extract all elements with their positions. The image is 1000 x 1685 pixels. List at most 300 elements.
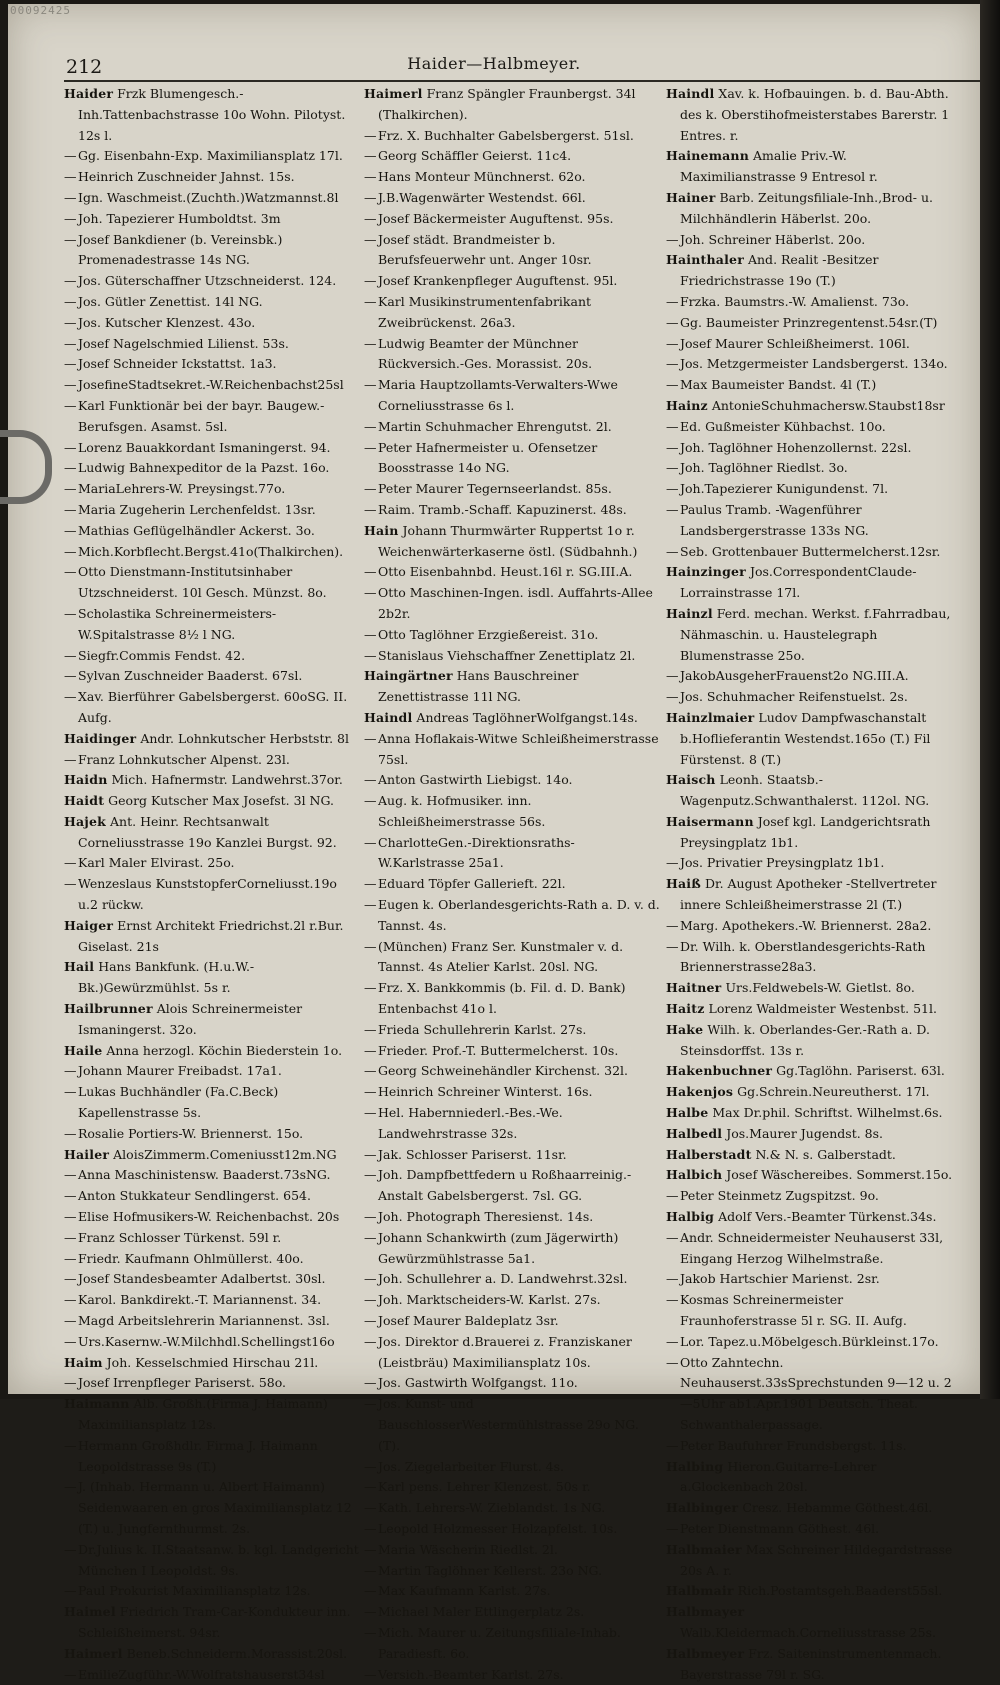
entry-details: J.B.Wagenwärter Westendst. 66l. (378, 189, 586, 205)
directory-entry (666, 770, 962, 812)
entry-details: Jos. Schuhmacher Reifenstuelst. 2s. (680, 689, 908, 705)
repeat-dash: — (364, 1666, 377, 1682)
entry-details: MariaLehrers-W. Preysingst.77o. (78, 481, 286, 497)
directory-entry (64, 146, 360, 167)
entry-details: Frz. X. Bankkommis (b. Fil. d. D. Bank) Entenbachst 41o l. (378, 980, 626, 1017)
entry-details: Sylvan Zuschneider Baaderst. 67sl. (78, 668, 303, 684)
entry-details: Marg. Apothekers.-W. Briennerst. 28a2. (680, 917, 932, 933)
directory-entry (364, 1498, 660, 1519)
directory-entry (64, 1477, 360, 1539)
entry-details: Josef Krankenpfleger Auguftenst. 95l. (378, 273, 618, 289)
entry-surname: Hajek (64, 813, 107, 829)
directory-entry (64, 1353, 360, 1374)
directory-entry (64, 666, 360, 687)
directory-entry (666, 396, 962, 417)
repeat-dash: — (64, 605, 77, 621)
entry-details: Leonh. Staatsb.-Wagenputz.Schwanthalerst. 112ol. NG. (680, 772, 930, 809)
entry-details: Johann Maurer Freibadst. 17a1. (78, 1063, 282, 1079)
repeat-dash: — (64, 314, 77, 330)
directory-entry (666, 1457, 962, 1499)
directory-entry (364, 188, 660, 209)
directory-entry (364, 1207, 660, 1228)
directory-entry (64, 271, 360, 292)
entry-details: Hans Bauschreiner Zenettistrasse 11l NG. (378, 668, 579, 705)
repeat-dash: — (64, 148, 77, 164)
repeat-dash: — (666, 1437, 679, 1453)
directory-entry (364, 521, 660, 563)
directory-entry (666, 188, 962, 230)
entry-details: Joh. Schreiner Häberlst. 20o. (680, 231, 866, 247)
directory-entry (666, 999, 962, 1020)
entry-surname: Haiger (64, 917, 114, 933)
repeat-dash: — (666, 1292, 679, 1308)
directory-entry (64, 853, 360, 874)
directory-entry (364, 167, 660, 188)
entry-details: Ludwig Bahnexpeditor de la Pazst. 16o. (78, 460, 330, 476)
directory-entry (64, 1207, 360, 1228)
directory-entry (64, 396, 360, 438)
entry-surname: Haisermann (666, 813, 754, 829)
directory-entry (64, 687, 360, 729)
entry-surname: Hailer (64, 1146, 110, 1162)
entry-details: Gg.Schrein.Neureutherst. 17l. (737, 1084, 930, 1100)
directory-entry (64, 1165, 360, 1186)
entry-details: (München) Franz Ser. Kunstmaler v. d. Tannst. 4s Atelier Karlst. 20sl. NG. (378, 938, 624, 975)
repeat-dash: — (64, 356, 77, 372)
entry-details: Scholastika Schreinermeisters-W.Spitalstrasse 8½ l NG. (78, 605, 277, 642)
entry-details: Xav. k. Hofbauingen. b. d. Bau-Abth. des k. Oberstihofmeisterstabes Barerstr. 1 Entres. r. (680, 86, 950, 143)
directory-entry (64, 812, 360, 854)
entry-details: Eduard Töpfer Gallerieft. 22l. (378, 876, 566, 892)
directory-entry (666, 1519, 962, 1540)
repeat-dash: — (364, 1021, 377, 1037)
entry-details: Frieder. Prof.-T. Buttermelcherst. 10s. (378, 1042, 619, 1058)
entry-details: Jos. Gastwirth Wolfgangst. 11o. (378, 1375, 578, 1391)
directory-entry (64, 1602, 360, 1644)
entry-details: Jos. Direktor d.Brauerei z. Franziskaner (Leistbräu) Maximiliansplatz 10s. (378, 1333, 632, 1370)
repeat-dash: — (364, 1313, 377, 1329)
directory-entry (64, 1332, 360, 1353)
entry-surname: Hailbrunner (64, 1001, 153, 1017)
entry-details: Martin Taglöhner Kellerst. 23o NG. (378, 1562, 603, 1578)
repeat-dash: — (666, 1188, 679, 1204)
entry-surname: Haiß (666, 876, 701, 892)
repeat-dash: — (364, 1271, 377, 1287)
directory-entry (364, 146, 660, 167)
entry-details: Leopold Holzmesser Holzapfelst. 10s. (378, 1520, 618, 1536)
entry-details: Hieron.Guitarre-Lehrer a.Glockenbach 20sl. (680, 1458, 877, 1495)
repeat-dash: — (64, 564, 77, 580)
entry-details: Dr. August Apotheker -Stellvertreter innere Schleißheimerstrasse 2l (T.) (680, 876, 937, 913)
repeat-dash: — (64, 1375, 77, 1391)
entry-details: Otto Dienstmann-Institutsinhaber Utzschneiderst. 10l Gesch. Münzst. 8o. (78, 564, 327, 601)
entry-details: Josef städt. Brandmeister b. Berufsfeuerwehr unt. Anger 10sr. (378, 231, 592, 268)
repeat-dash: — (64, 460, 77, 476)
directory-entry (364, 1602, 660, 1623)
entry-surname: Halbe (666, 1105, 709, 1121)
repeat-dash: — (364, 834, 377, 850)
repeat-dash: — (64, 1541, 77, 1557)
entry-details: Urs.Kasernw.-W.Milchhdl.Schellingst16o (78, 1333, 335, 1349)
directory-entry (64, 1061, 360, 1082)
directory-entry (64, 230, 360, 272)
directory-entry (666, 666, 962, 687)
column-1 (64, 84, 360, 1685)
directory-entry (64, 521, 360, 542)
entry-details: Franz Schlosser Türkenst. 59l r. (78, 1229, 282, 1245)
directory-entry (364, 1165, 660, 1207)
entry-details: Seb. Grottenbauer Buttermelcherst.12sr. (680, 543, 941, 559)
entry-surname: Haimel (64, 1604, 116, 1620)
repeat-dash: — (666, 1229, 679, 1245)
directory-entry (364, 646, 660, 667)
directory-entry (364, 770, 660, 791)
repeat-dash: — (364, 231, 377, 247)
directory-entry (64, 458, 360, 479)
repeat-dash: — (364, 1063, 377, 1079)
repeat-dash: — (364, 1042, 377, 1058)
entry-details: Jos. Metzgermeister Landsbergerst. 134o. (680, 356, 948, 372)
entry-details: Lukas Buchhändler (Fa.C.Beck) Kapellenstrasse 5s. (78, 1084, 279, 1121)
directory-entry (666, 812, 962, 854)
entry-surname: Halbinger (666, 1500, 739, 1516)
repeat-dash: — (364, 730, 377, 746)
entry-surname: Hainzlmaier (666, 709, 755, 725)
repeat-dash: — (364, 772, 377, 788)
directory-entry (64, 791, 360, 812)
entry-details: Siegfr.Commis Fendst. 42. (78, 647, 246, 663)
entry-details: Jak. Schlosser Pariserst. 11sr. (378, 1146, 567, 1162)
entry-details: Andreas TaglöhnerWolfgangst.14s. (416, 709, 638, 725)
entry-details: Andr. Schneidermeister Neuhauserst 33l, Eingang Herzog Wilhelmstraße. (680, 1229, 944, 1266)
entry-details: Dr.Julius k. II.Staatsanw. b. kgl. Landgericht München I Leopoldst. 9s. (78, 1541, 359, 1578)
entry-details: Martin Schuhmacher Ehrengutst. 2l. (378, 418, 612, 434)
repeat-dash: — (666, 1354, 679, 1370)
directory-entry (364, 1373, 660, 1394)
directory-entry (364, 937, 660, 979)
directory-entry (64, 1290, 360, 1311)
directory-entry (364, 625, 660, 646)
entry-details: Elise Hofmusikers-W. Reichenbachst. 20s (78, 1209, 340, 1225)
entry-details: Walb.Kleidermach.Corneliusstrasse 25s. (680, 1624, 936, 1640)
directory-entry (666, 1103, 962, 1124)
directory-entry (666, 1207, 962, 1228)
entry-details: Josef Nagelschmied Lilienst. 53s. (78, 335, 289, 351)
header-rule (64, 80, 982, 82)
repeat-dash: — (364, 1500, 377, 1516)
directory-entry (666, 937, 962, 979)
entry-details: JosefineStadtsekret.-W.Reichenbachst25sl (78, 377, 344, 393)
directory-entry (666, 853, 962, 874)
entry-details: Joh. Dampfbettfedern u Roßhaarreinig.-Anstalt Gabelsbergerst. 7sl. GG. (378, 1167, 632, 1204)
directory-entry (666, 1540, 962, 1582)
entry-details: Ant. Heinr. Rechtsanwalt Corneliusstrasse 19o Kanzlei Burgst. 92. (78, 813, 337, 850)
directory-entry (64, 1082, 360, 1124)
entry-details: Hel. Habernniederl.-Bes.-We. Landwehrstrasse 32s. (378, 1105, 563, 1141)
entry-details: Peter Steinmetz Zugspitzst. 9o. (680, 1188, 879, 1204)
directory-entry (364, 334, 660, 376)
directory-entry (364, 833, 660, 875)
entry-details: Max Kaufmann Karlst. 27s. (378, 1583, 551, 1599)
repeat-dash: — (364, 148, 377, 164)
entry-details: Cresz. Hebamme Göthest.46l. (742, 1500, 933, 1516)
entry-details: Jos. Privatier Preysingplatz 1b1. (680, 855, 885, 871)
repeat-dash: — (364, 1562, 377, 1578)
repeat-dash: — (364, 439, 377, 455)
repeat-dash: — (64, 189, 77, 205)
entry-details: J. (Inhab. Hermann u. Albert Haimann) Seidenwaaren en gros Maximiliansplatz 12 (T.) u. Jungfernthurmst. 2s. (78, 1479, 352, 1536)
repeat-dash: — (364, 210, 377, 226)
entry-surname: Haindl (666, 86, 715, 101)
entry-details: Max Dr.phil. Schriftst. Wilhelmst.6s. (712, 1105, 943, 1121)
entry-surname: Hake (666, 1021, 704, 1037)
repeat-dash: — (64, 1437, 77, 1453)
entry-surname: Halbig (666, 1209, 715, 1225)
entry-details: Mich. Hafnermstr. Landwehrst.37or. (111, 772, 343, 788)
directory-entry (666, 978, 962, 999)
directory-entry (64, 1186, 360, 1207)
entry-details: Joh. Kesselschmied Hirschau 21l. (106, 1354, 319, 1370)
directory-entry (364, 438, 660, 480)
entry-details: Josef Maurer Baldeplatz 3sr. (378, 1313, 559, 1329)
repeat-dash: — (64, 231, 77, 247)
repeat-dash: — (364, 481, 377, 497)
repeat-dash: — (666, 377, 679, 393)
repeat-dash: — (364, 1458, 377, 1474)
directory-entry (364, 479, 660, 500)
archive-stamp: 00092425 (10, 4, 71, 17)
repeat-dash: — (364, 1292, 377, 1308)
entry-details: AntonieSchuhmachersw.Staubst18sr (711, 397, 945, 413)
repeat-dash: — (364, 127, 377, 143)
entry-details: JakobAusgeherFrauenst2o NG.III.A. (680, 668, 909, 684)
entry-details: Max Baumeister Bandst. 4l (T.) (680, 377, 877, 393)
repeat-dash: — (666, 938, 679, 954)
entry-surname: Haile (64, 1042, 103, 1058)
repeat-dash: — (64, 668, 77, 684)
entry-details: Georg Schweinehändler Kirchenst. 32l. (378, 1063, 628, 1079)
repeat-dash: — (64, 293, 77, 309)
entry-surname: Halbedl (666, 1125, 723, 1141)
entry-details: Josef Irrenpfleger Pariserst. 58o. (78, 1375, 287, 1391)
directory-entry (666, 1165, 962, 1186)
entry-details: EmilieZugführ.-W.Wolfratshauserst34sl (78, 1666, 325, 1682)
directory-entry (64, 375, 360, 396)
repeat-dash: — (666, 439, 679, 455)
repeat-dash: — (64, 1583, 77, 1599)
repeat-dash: — (64, 522, 77, 538)
repeat-dash: — (666, 668, 679, 684)
entry-details: Anna Hoflakais-Witwe Schleißheimerstrasse 75sl. (378, 730, 659, 767)
entry-details: Paulus Tramb. -Wagenführer Landsbergerstrasse 133s NG. (680, 501, 869, 538)
repeat-dash: — (364, 335, 377, 351)
directory-entry (666, 230, 962, 251)
directory-entry (64, 500, 360, 521)
directory-page (8, 4, 980, 1682)
entry-details: Anna Maschinistensw. Baaderst.73sNG. (78, 1167, 331, 1183)
entry-details: Joh.Tapezierer Kunigundenst. 7l. (680, 481, 889, 497)
entry-details: Peter Hafnermeister u. Ofensetzer Boosstrasse 14o NG. (378, 439, 598, 476)
entry-details: Georg Kutscher Max Josefst. 3l NG. (108, 793, 334, 809)
repeat-dash: — (364, 1520, 377, 1536)
directory-entry (666, 354, 962, 375)
repeat-dash: — (666, 1333, 679, 1349)
directory-entry (364, 978, 660, 1020)
repeat-dash: — (64, 335, 77, 351)
directory-entry (666, 1290, 962, 1332)
entry-details: Karol. Bankdirekt.-T. Mariannenst. 34. (78, 1292, 322, 1308)
repeat-dash: — (666, 543, 679, 559)
directory-entry (666, 687, 962, 708)
directory-entry (64, 916, 360, 958)
directory-entry (64, 1249, 360, 1270)
entry-details: Rosalie Portiers-W. Briennerst. 15o. (78, 1125, 304, 1141)
directory-entry (666, 292, 962, 313)
directory-entry (64, 957, 360, 999)
directory-entry (364, 417, 660, 438)
entry-surname: Halbmaier (666, 1541, 742, 1557)
entry-details: Beneb.Schneiderm.Morassist.20sl. (126, 1645, 348, 1661)
directory-entry (364, 1020, 660, 1041)
repeat-dash: — (364, 938, 377, 954)
entry-surname: Halbmeyer (666, 1645, 745, 1661)
repeat-dash: — (364, 564, 377, 580)
repeat-dash: — (666, 314, 679, 330)
directory-entry (666, 1581, 962, 1602)
entry-details: Jos.CorrespondentClaude-Lorrainstrasse 17l. (680, 564, 917, 601)
entry-details: Friedrich Tram-Car-Kondukteur inn. Schleißheimerst. 94sr. (78, 1604, 351, 1640)
entry-details: Michael Maler Ettlingerplatz 2s. (378, 1604, 585, 1620)
entry-details: Kosmas Schreinermeister Fraunhoferstrasse 5l r. SG. II. Aufg. (680, 1292, 907, 1329)
directory-entry (666, 84, 962, 146)
entry-details: Otto Taglöhner Erzgießereist. 31o. (378, 626, 599, 642)
entry-details: Joh. Marktscheiders-W. Karlst. 27s. (378, 1292, 601, 1308)
directory-entry (364, 708, 660, 729)
repeat-dash: — (64, 1209, 77, 1225)
directory-entry (64, 1311, 360, 1332)
directory-entry (666, 708, 962, 770)
entry-details: Peter Maurer Tegernseerlandst. 85s. (378, 481, 612, 497)
entry-surname: Haingärtner (364, 668, 453, 684)
directory-entry (666, 1332, 962, 1353)
entry-details: Wilh. k. Oberlandes-Ger.-Rath a. D. Steinsdorffst. 13s r. (680, 1021, 930, 1058)
directory-entry (364, 126, 660, 147)
entry-details: Frzk Blumengesch.-Inh.Tattenbachstrasse 10o Wohn. Pilotyst. 12s l. (78, 86, 346, 143)
directory-entry (666, 1020, 962, 1062)
directory-entry (64, 1581, 360, 1602)
entry-details: Heinrich Schreiner Winterst. 16s. (378, 1084, 593, 1100)
repeat-dash: — (64, 169, 77, 185)
directory-entry (364, 230, 660, 272)
directory-entry (666, 1186, 962, 1207)
repeat-dash: — (364, 1167, 377, 1183)
directory-entry (364, 1332, 660, 1374)
directory-entry (64, 1041, 360, 1062)
repeat-dash: — (666, 231, 679, 247)
directory-entry (64, 999, 360, 1041)
repeat-dash: — (364, 1084, 377, 1100)
entry-surname: Haitz (666, 1001, 705, 1017)
repeat-dash: — (364, 897, 377, 913)
repeat-dash: — (64, 397, 77, 413)
repeat-dash: — (666, 917, 679, 933)
entry-details: Anton Gastwirth Liebigst. 14o. (378, 772, 573, 788)
entry-details: Urs.Feldwebels-W. Gietlst. 8o. (725, 980, 915, 996)
directory-entry (64, 1373, 360, 1394)
entry-details: Friedr. Kaufmann Ohlmüllerst. 40o. (78, 1250, 304, 1266)
entry-surname: Hainzl (666, 605, 713, 621)
entry-details: Anna herzogl. Köchin Biederstein 1o. (106, 1042, 343, 1058)
entry-details: Johann Schankwirth (zum Jägerwirth) Gewürzmühlstrasse 5a1. (378, 1229, 619, 1266)
entry-details: Ludov Dampfwaschanstalt b.Hoflieferantin Westendst.165o (T.) Fil Fürstenst. 8 (T.) (680, 709, 931, 767)
directory-entry (64, 479, 360, 500)
entry-details: Joh. Schullehrer a. D. Landwehrst.32sl. (378, 1271, 628, 1287)
entry-details: Mich. Maurer u. Zeitungsfiliale-Inhab. Paradiesft. 6o. (378, 1624, 621, 1661)
directory-entry (666, 500, 962, 542)
entry-details: Peter Baufuhrer Frundsbergst. 11s. (680, 1437, 907, 1453)
running-head: Haider—Halbmeyer. (407, 54, 581, 73)
entry-details: Andr. Lohnkutscher Herbststr. 8l (140, 730, 349, 746)
entry-surname: Hainer (666, 189, 716, 205)
entry-details: Ed. Gußmeister Kühbachst. 10o. (680, 418, 886, 434)
entry-details: Hans Monteur Münchnerst. 62o. (378, 169, 586, 185)
entry-details: Otto Maschinen-Ingen. isdl. Auffahrts-Allee 2b2r. (378, 585, 653, 621)
entry-details: Jos.Maurer Jugendst. 8s. (726, 1125, 884, 1141)
entry-details: Josef Maurer Schleißheimerst. 106l. (680, 335, 910, 351)
entry-details: Lor. Tapez.u.Möbelgesch.Bürkleinst.17o. (680, 1333, 939, 1349)
column-2 (364, 84, 660, 1685)
entry-details: Joh. Photograph Theresienst. 14s. (378, 1209, 594, 1225)
directory-entry (364, 292, 660, 334)
repeat-dash: — (364, 647, 377, 663)
entry-details: Stanislaus Viehschaffner Zenettiplatz 2l. (378, 647, 636, 663)
entry-details: Jos. Ziegelarbeiter Flurst. 4s. (378, 1458, 564, 1474)
entry-details: Lorenz Waldmeister Westenbst. 51l. (708, 1001, 937, 1017)
column-3 (666, 84, 962, 1685)
directory-entry (364, 1540, 660, 1561)
directory-entry (64, 1228, 360, 1249)
repeat-dash: — (64, 1125, 77, 1141)
entry-details: Raim. Tramb.-Schaff. Kapuzinerst. 48s. (378, 501, 627, 517)
directory-entry (64, 729, 360, 750)
entry-details: Anton Stukkateur Sendlingerst. 654. (78, 1188, 311, 1204)
directory-entry (64, 1665, 360, 1685)
entry-surname: Haindl (364, 709, 413, 725)
repeat-dash: — (364, 626, 377, 642)
repeat-dash: — (364, 980, 377, 996)
entry-details: Aug. k. Hofmusiker. inn. Schleißheimerstrasse 56s. (378, 793, 546, 829)
directory-entry (364, 1581, 660, 1602)
repeat-dash: — (64, 481, 77, 497)
repeat-dash: — (666, 1271, 679, 1287)
directory-entry (666, 562, 962, 604)
entry-details: Hans Bankfunk. (H.u.W.-Bk.)Gewürzmühlst. 5s r. (78, 959, 255, 996)
entry-surname: Haimerl (64, 1645, 123, 1661)
repeat-dash: — (64, 439, 77, 455)
entry-details: Eugen k. Oberlandesgerichts-Rath a. D. v. d. Tannst. 4s. (378, 897, 660, 933)
repeat-dash: — (64, 751, 77, 767)
repeat-dash: — (364, 1541, 377, 1557)
entry-details: Jakob Hartschier Marienst. 2sr. (680, 1271, 880, 1287)
entry-details: Joh. Taglöhner Hohenzollernst. 22sl. (680, 439, 912, 455)
directory-entry (364, 271, 660, 292)
entry-details: Karl Maler Elvirast. 25o. (78, 855, 235, 871)
directory-entry (666, 1124, 962, 1145)
directory-entry (64, 209, 360, 230)
directory-entry (666, 1269, 962, 1290)
directory-entry (666, 916, 962, 937)
entry-details: Barb. Zeitungsfiliale-Inh.,Brod- u. Milchhändlerin Häberlst. 20o. (680, 189, 933, 226)
